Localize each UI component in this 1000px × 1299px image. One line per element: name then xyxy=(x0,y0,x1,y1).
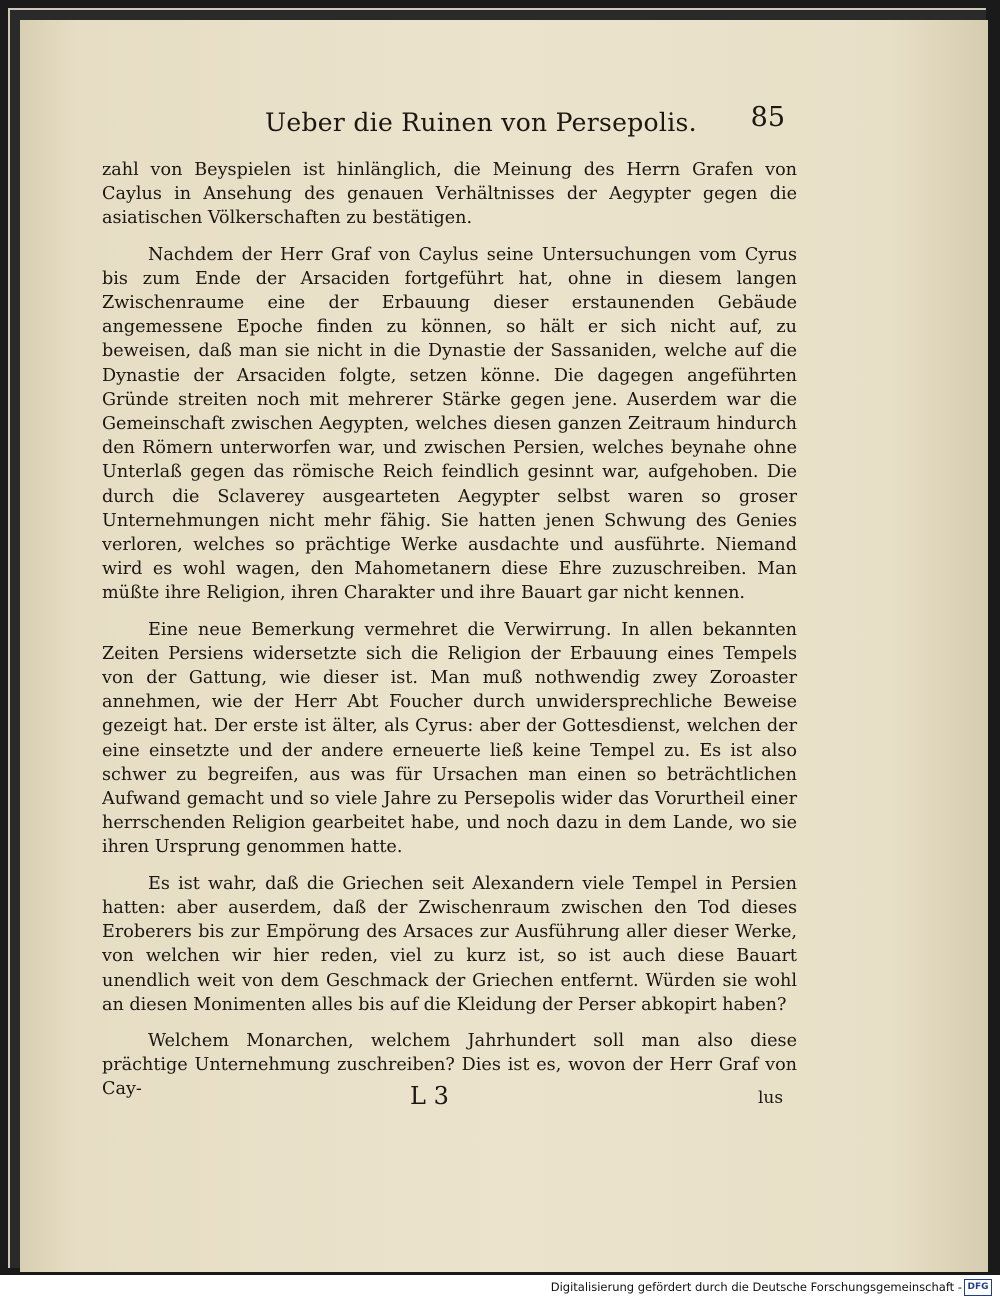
running-title: Ueber die Ruinen von Persepolis. xyxy=(265,108,697,137)
footer-credit: Digitalisierung gefördert durch die Deutsche Forschungsgemeinschaft - xyxy=(550,1280,962,1294)
body-text xyxy=(102,158,797,1102)
page-number: 85 xyxy=(750,102,785,133)
paragraph: Eine neue Bemerkung vermehret die Verwirrung. In allen bekannten Zeiten Persiens widersetzte sich die Religion der Erbauung eines Tempels von der Gattung, wie dieser ist. Man muß nothwendig zwey Zoroaster annehmen, wie der Herr Abt Foucher durch unwidersprechliche Beweise gezeigt hat. Der erste ist älter, als Cyrus: aber der Gottesdienst, welchen der eine einsetzte und der andere erneuerte ließ keine Tempel zu. Es ist also schwer zu begreifen, aus was für Ursachen man einen so beträchtlichen Aufwand gemacht und so viele Jahre zu Persepolis wider das Vorurtheil einer herrschenden Religion gearbeitet habe, und noch dazu in dem Lande, wo sie ihren Ursprung genommen hatte. xyxy=(102,619,797,858)
paragraph: Nachdem der Herr Graf von Caylus seine Untersuchungen vom Cyrus bis zum Ende der Arsaciden fortgeführt hat, ohne in diesem langen Zwischenraume eine der Erbauung dieser erstaunenden Gebäude angemessene Epoche finden zu können, so hält er sich nicht auf, zu beweisen, daß man sie nicht in die Dynastie der Sassaniden, welche auf die Dynastie der Arsaciden folgte, setzen könne. Die dagegen angeführten Gründe streiten noch mit mehrerer Stärke gegen jene. Auserdem war die Gemeinschaft zwischen Aegypten, welches diesen ganzen Zeitraum hindurch den Römern unterworfen war, und zwischen Persien, welches beynahe ohne Unterlaß gegen das römische Reich feindlich gesinnt war, aufgehoben. Die durch die Sclaverey ausgearteten Aegypter selbst waren so groser Unternehmungen nicht mehr fähig. Sie hatten jenen Schwung des Genies verloren, welches so prächtige Werke ausdachte und ausführte. Niemand wird es wohl wagen, den Mahometanern diese Ehre zuzuschreiben. Man müßte ihre Religion, ihren Charakter und ihre Bauart gar nicht kennen. xyxy=(102,244,797,604)
scan-frame xyxy=(8,8,986,1268)
running-head xyxy=(265,102,785,148)
paragraph: Welchem Monarchen, welchem Jahrhundert soll man also diese prächtige Unternehmung zuschreiben? Dies ist es, wovon der Herr Graf von Cay- xyxy=(102,1030,797,1100)
footer-bar xyxy=(0,1275,1000,1299)
catchword: lus xyxy=(758,1088,784,1108)
book-page xyxy=(20,20,988,1272)
paragraph: Es ist wahr, daß die Griechen seit Alexandern viele Tempel in Persien hatten: aber auserdem, daß der Zwischenraum zwischen den Tod dieses Eroberers bis zur Empörung des Arsaces zur Ausführung aller dieser Werke, von welchen wir hier reden, viel zu kurz ist, so ist auch diese Bauart unendlich weit von dem Geschmack der Griechen entfernt. Würden sie wohl an diesen Monimenten alles bis auf die Kleidung der Perser abkopirt haben? xyxy=(102,873,797,1015)
paragraph: zahl von Beyspielen ist hinlänglich, die Meinung des Herrn Grafen von Caylus in Ansehung des genauen Verhältnisses der Aegypter gegen die asiatischen Völkerschaften zu bestätigen. xyxy=(102,160,797,229)
dfg-logo-icon: DFG xyxy=(964,1279,992,1296)
signature-mark: L 3 xyxy=(410,1082,449,1110)
